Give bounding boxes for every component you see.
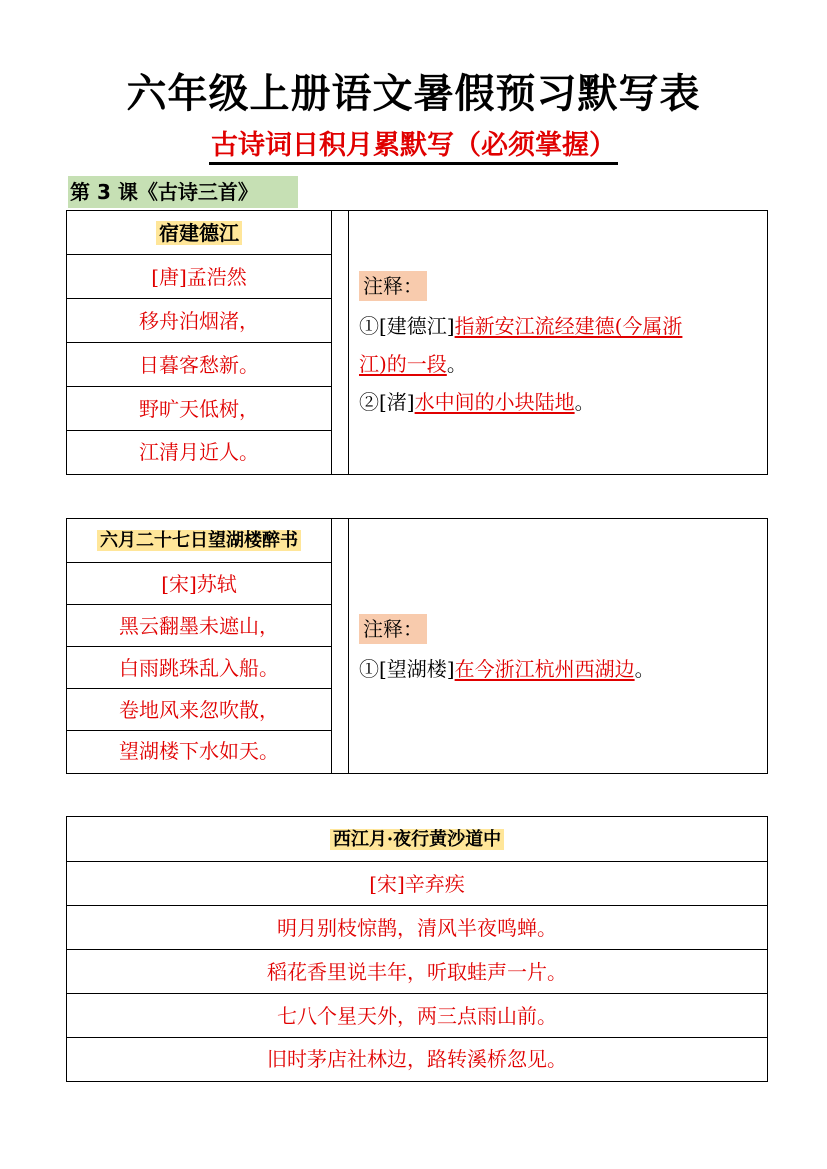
poem1-line-3: 野旷天低树， [67, 387, 331, 431]
poem3-line-2: 稻花香里说丰年，听取蛙声一片。 [67, 950, 767, 994]
poem3-line-3: 七八个星天外，两三点雨山前。 [67, 994, 767, 1038]
poem3-table [66, 816, 768, 1082]
poem1-line-1: 移舟泊烟渚， [67, 299, 331, 343]
poem2-title-cell [67, 519, 331, 563]
poem1-title: 宿建德江 [156, 221, 242, 245]
poem3-line-1: 明月别枝惊鹊，清风半夜鸣蝉。 [67, 906, 767, 950]
poem1-author: [唐]孟浩然 [67, 255, 331, 299]
poem1-table [66, 210, 768, 475]
poem2-note-label: 注释： [359, 614, 427, 644]
poem2-line-1: 黑云翻墨未遮山， [67, 605, 331, 647]
poem2-note1-term: ①[望湖楼] [359, 657, 455, 681]
poem1-text-column [67, 211, 331, 474]
poem1-separator [331, 211, 349, 474]
poem2-separator [331, 519, 349, 773]
poem1-note2-end: 。 [574, 390, 595, 414]
poem3-author: [宋]辛弃疾 [67, 862, 767, 906]
poem2-note1-end: 。 [634, 657, 655, 681]
poem1-note1-answer-a: 指新安江流经建德(今属浙 [454, 314, 683, 338]
poem2-line-4: 望湖楼下水如天。 [119, 739, 279, 763]
page-title: 六年级上册语文暑假预习默写表 [126, 71, 701, 117]
poem3-title: 西江月·夜行黄沙道中 [330, 829, 504, 850]
poem1-note2-answer: 水中间的小块陆地 [414, 390, 575, 414]
subtitle-text: 古诗词日积月累默写（必须掌握） [209, 130, 618, 165]
poem1-line-2: 日暮客愁新。 [67, 343, 331, 387]
poem3-title-cell [67, 817, 767, 862]
poem2-note1-answer: 在今浙江杭州西湖边 [454, 657, 635, 681]
poem2-line-3: 卷地风来忽吹散， [67, 689, 331, 731]
poem2-line-2: 白雨跳珠乱入船。 [67, 647, 331, 689]
poem1-note2-term: ②[渚] [359, 390, 415, 414]
poem1-line-4: 江清月近人。 [139, 440, 259, 464]
page-subtitle [0, 128, 827, 164]
poem1-note-label: 注释： [359, 271, 427, 301]
poem2-author: [宋]苏轼 [67, 563, 331, 605]
poem1-note1-answer-b: 江)的一段 [359, 352, 447, 376]
poem1-note1-end: 。 [446, 352, 467, 376]
poem2-table [66, 518, 768, 774]
poem2-text-column [67, 519, 331, 773]
poem3-line-4: 旧时茅店社林边，路转溪桥忽见。 [267, 1047, 567, 1071]
poem2-title: 六月二十七日望湖楼醉书 [97, 530, 301, 551]
poem1-title-cell [67, 211, 331, 255]
poem2-notes [359, 609, 761, 689]
lesson-heading: 第 3 课《古诗三首》 [68, 176, 298, 208]
poem1-note1-term: ①[建德江] [359, 314, 455, 338]
poem1-notes [359, 266, 761, 422]
